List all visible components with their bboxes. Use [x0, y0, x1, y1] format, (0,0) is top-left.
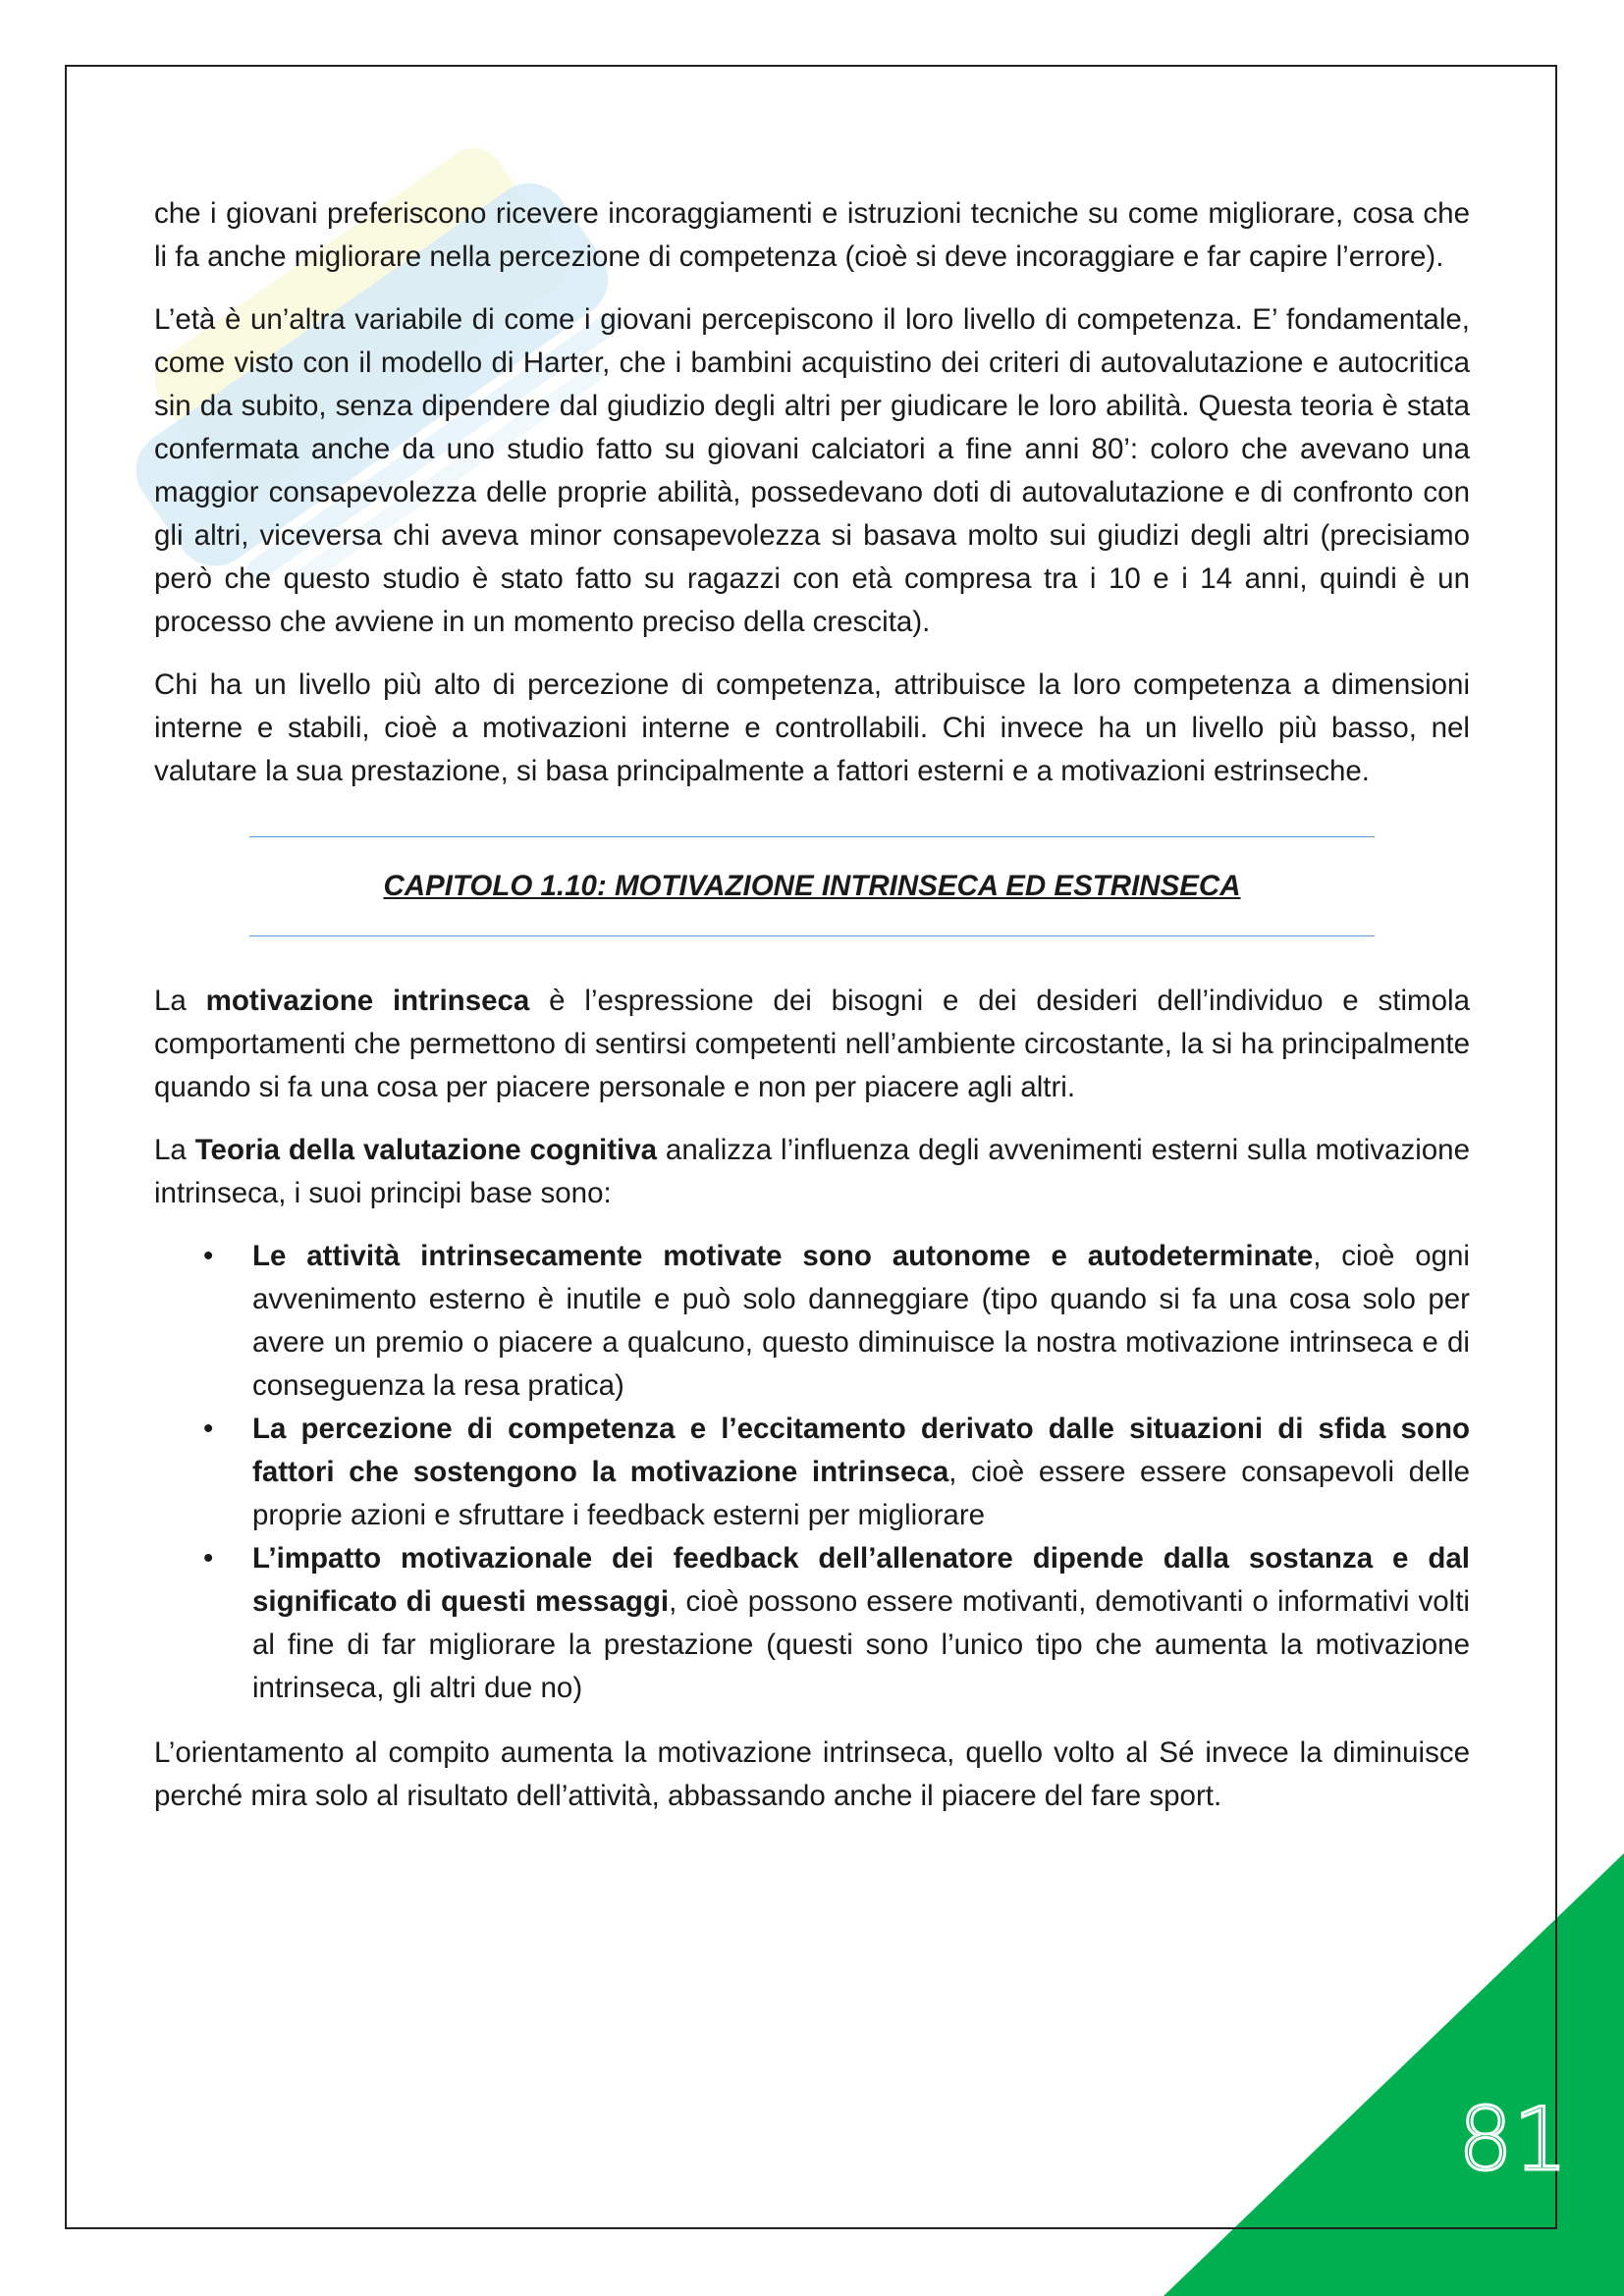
paragraph: che i giovani preferiscono ricevere incoraggiamenti e istruzioni tecniche su come migliorare, cosa che li fa anche migliorare nella percezione di competenza (cioè si deve incoraggiare e far capire l’errore).: [154, 197, 1470, 273]
list-item: • Le attività intrinsecamente motivate sono autonome e autodeterminate, cioè ogni avvenimento esterno è inutile e può solo danneggiare (tipo quando si fa una cosa solo per avere un premio o piacere a qualcuno, questo diminuisce la nostra motivazione intrinseca e di conseguenza la resa pratica): [154, 1235, 1470, 1408]
document-body: [154, 192, 1470, 1838]
bullet-icon: •: [203, 1240, 214, 1272]
paragraph: Chi ha un livello più alto di percezione di competenza, attribuisce la loro competenza a dimensioni interne e stabili, cioè a motivazioni interne e controllabili. Chi invece ha un livello più basso, nel valutare la sua prestazione, si basa principalmente a fattori esterni e a motivazioni estrinseche.: [154, 668, 1470, 787]
list-item: • La percezione di competenza e l’eccitamento derivato dalle situazioni di sfida sono fattori che sostengono la motivazione intrinseca, cioè essere essere consapevoli delle proprie azioni e sfruttare i feedback esterni per migliorare: [154, 1408, 1470, 1537]
bullet-icon: •: [203, 1413, 214, 1445]
closing-paragraph: L’orientamento al compito aumenta la motivazione intrinseca, quello volto al Sé invece la diminuisce perché mira solo al risultato dell’attività, abbassando anche il piacere del fare sport.: [154, 1736, 1470, 1812]
term-teoria-valutazione: Teoria della valutazione cognitiva: [194, 1134, 658, 1166]
chapter-title: CAPITOLO 1.10: MOTIVAZIONE INTRINSECA ED ESTRINSECA: [383, 870, 1241, 902]
chapter-heading-block: [154, 836, 1470, 936]
term-motivazione-intrinseca: motivazione intrinseca: [205, 985, 530, 1017]
divider-bottom: [249, 935, 1375, 936]
theory-paragraph: La Teoria della valutazione cognitiva analizza l’influenza degli avvenimenti esterni sulla motivazione intrinseca, i suoi principi base sono:: [154, 1134, 1470, 1209]
bullet-icon: •: [203, 1542, 214, 1575]
corner-triangle: [1164, 1853, 1624, 2296]
paragraph: L’età è un’altra variabile di come i giovani percepiscono il loro livello di competenza. E’ fondamentale, come visto con il modello di Harter, che i bambini acquistino dei criteri di autovalutazione e autocritica sin da subito, senza dipendere dal giudizio degli altri per giudicare le loro abilità. Questa teoria è stata confermata anche da uno studio fatto su giovani calciatori a fine anni 80’: coloro che avevano una maggior consapevolezza delle proprie abilità, possedevano doti di autovalutazione e di confronto con gli altri, viceversa chi aveva minor consapevolezza si basava molto sui giudizi degli altri (precisiamo però che questo studio è stato fatto su ragazzi con età compresa tra i 10 e i 14 anni, quindi è un processo che avviene in un momento preciso della crescita).: [154, 303, 1470, 638]
intro-paragraph: La motivazione intrinseca è l’espressione dei bisogni e dei desideri dell’individuo e stimola comportamenti che permettono di sentirsi competenti nell’ambiente circostante, la si ha principalmente quando si fa una cosa per piacere personale e non per piacere agli altri.: [154, 985, 1470, 1103]
list-item: • L’impatto motivazionale dei feedback dell’allenatore dipende dalla sostanza e dal significato di questi messaggi, cioè possono essere motivanti, demotivanti o informativi volti al fine di far migliorare la prestazione (questi sono l’unico tipo che aumenta la motivazione intrinseca, gli altri due no): [154, 1537, 1470, 1710]
principles-list: [154, 1235, 1470, 1710]
page-number: 81: [1458, 2089, 1568, 2190]
